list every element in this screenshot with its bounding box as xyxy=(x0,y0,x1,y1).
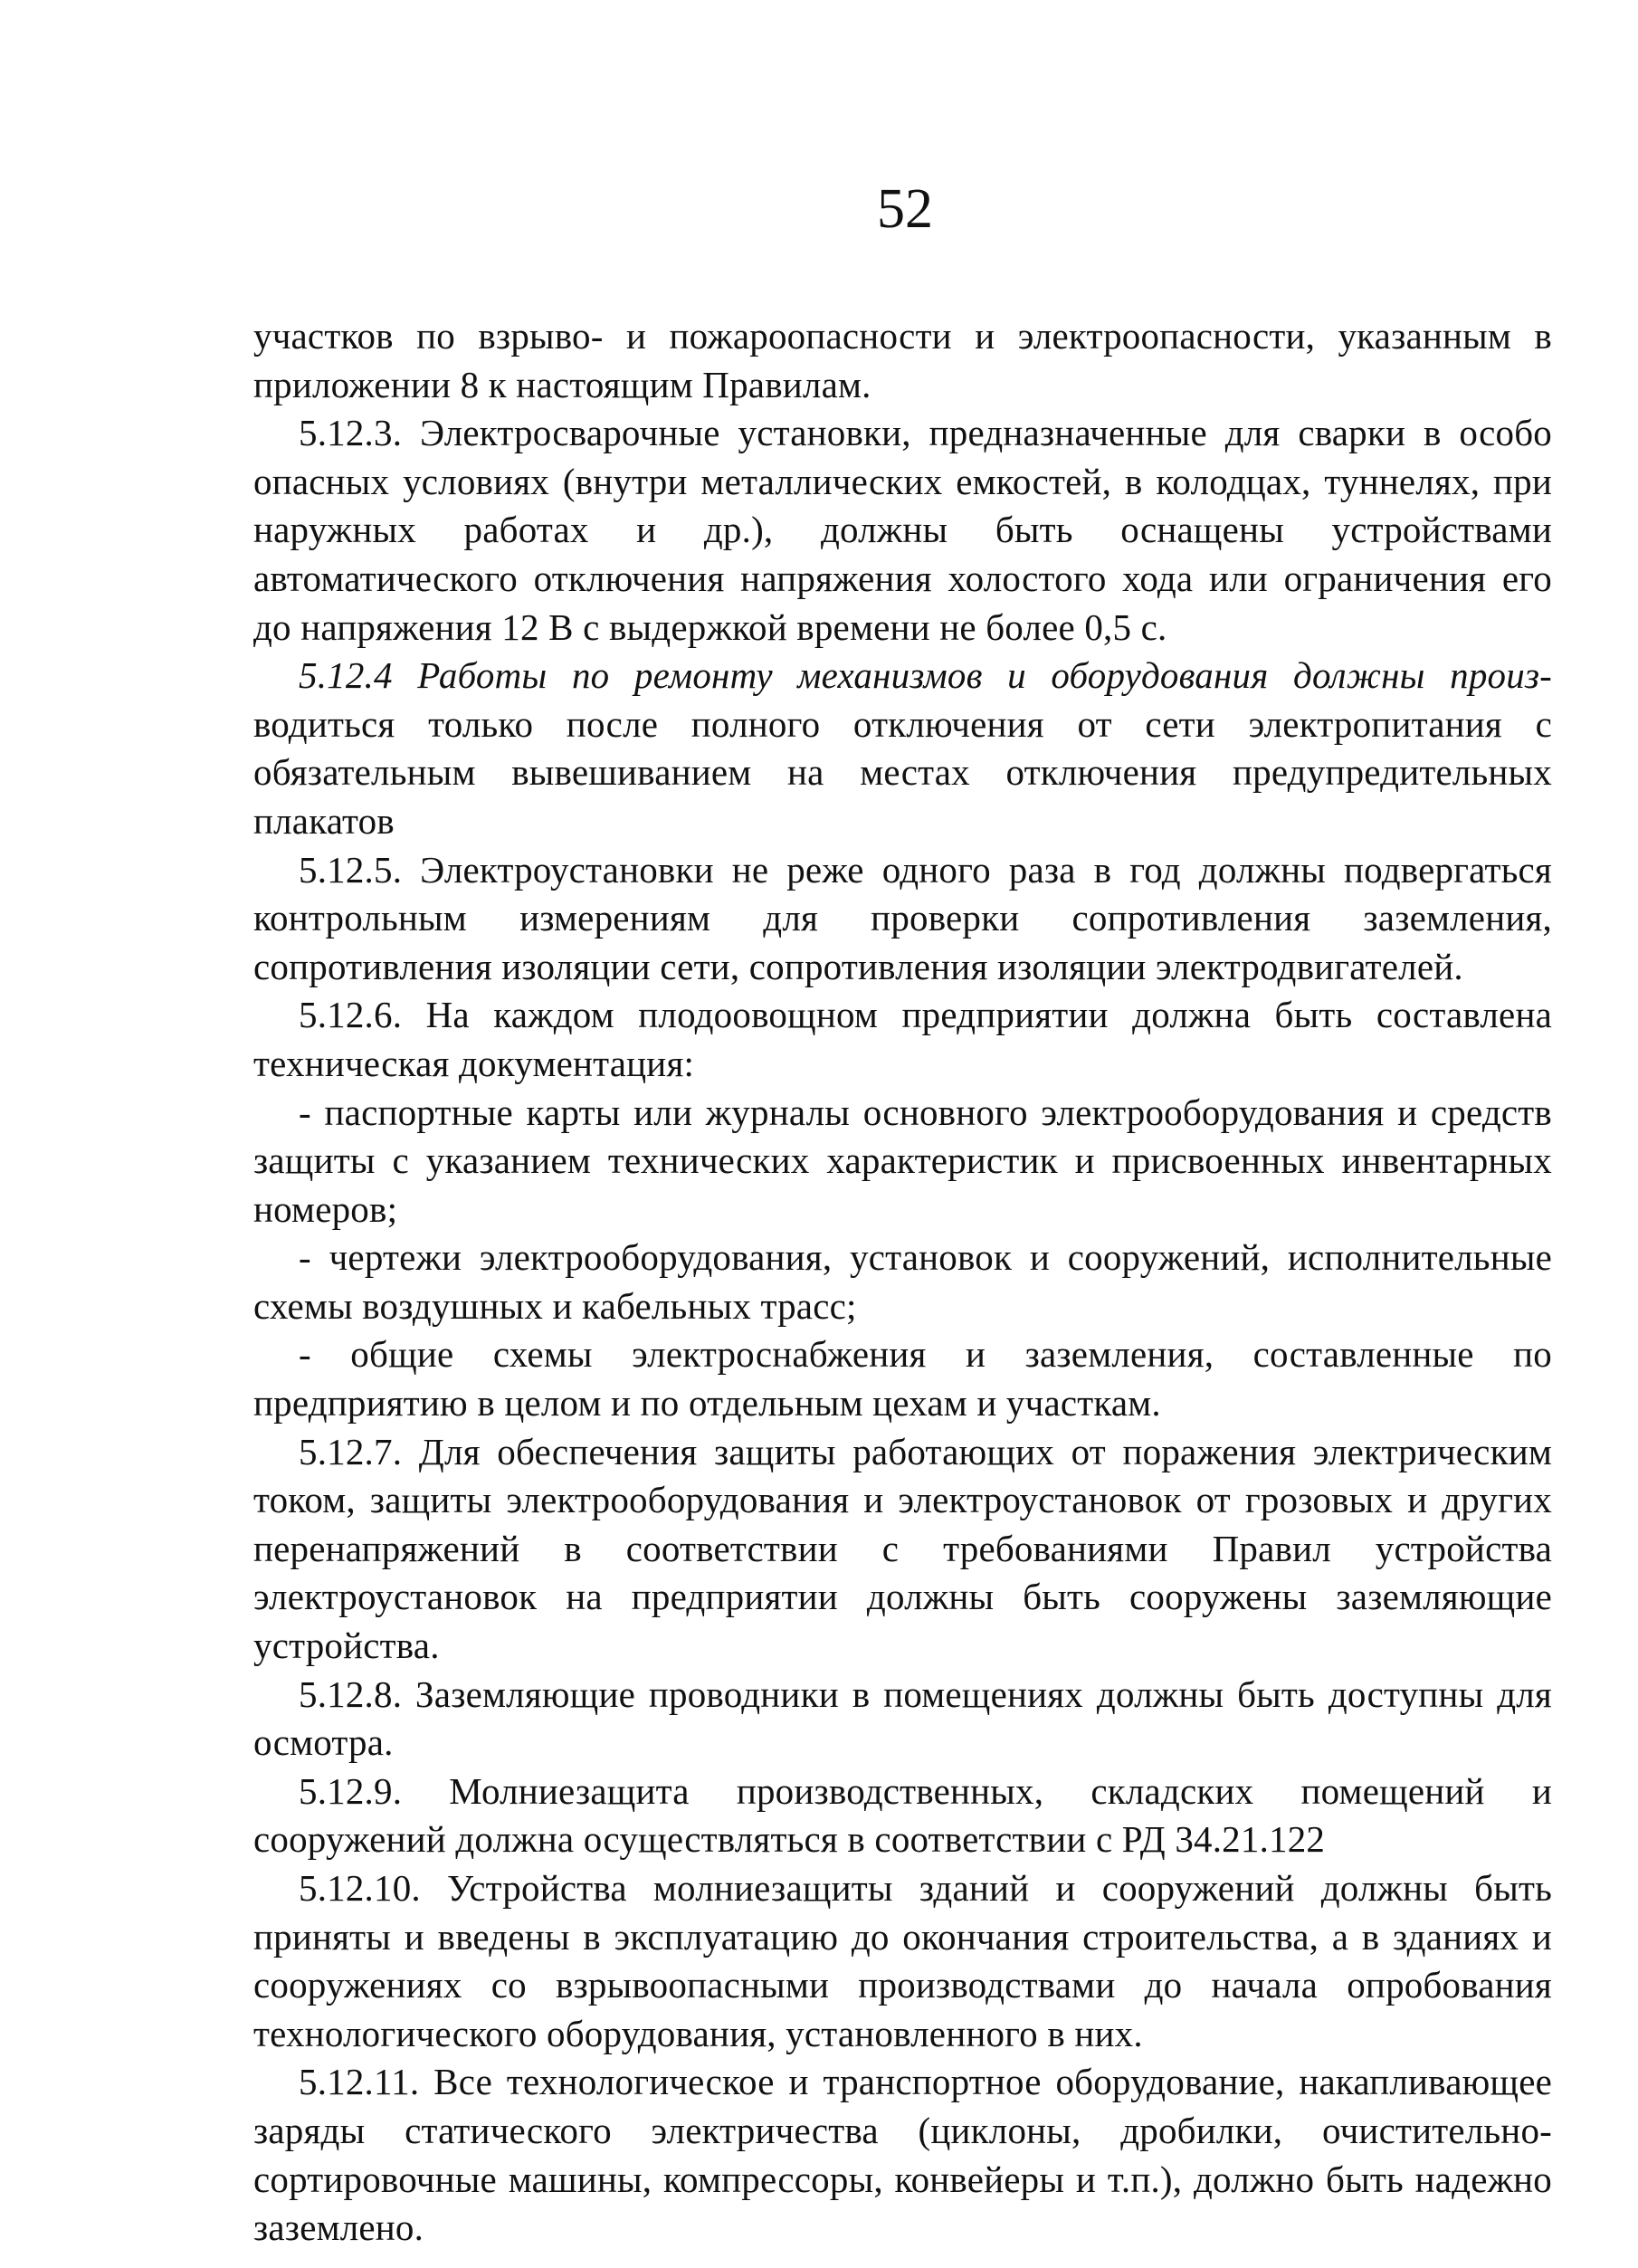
paragraph-5-12-4 xyxy=(253,652,1552,845)
list-item-general-schemes: - общие схемы электроснабжения и заземления, составленные по предприятию в целом и по отдельным цехам и участкам. xyxy=(253,1333,1552,1425)
document-body xyxy=(253,312,1552,2253)
paragraph-5-12-4-italic-lead: 5.12.4 Работы по ремонту механизмов и оборудования должны произ- xyxy=(299,654,1552,697)
paragraph-5-12-9: 5.12.9. Молниезащита производственных, складских помещений и сооружений должна осуществляться в соответствии с РД 34.21.122 xyxy=(253,1769,1552,1861)
paragraph-5-12-4-rest: водиться только после полного отключения от сети электропитания с обязательным вывешиванием на местах отключения предупредительных плакатов xyxy=(253,702,1552,842)
list-item-passport-cards: - паспортные карты или журналы основного электрооборудования и средств защиты с указанием технических характеристик и присвоенных инвентарных номеров; xyxy=(253,1091,1552,1230)
paragraph-5-12-11: 5.12.11. Все технологическое и транспортное оборудование, накапливающее заряды статического электричества (циклоны, дробилки, очистительно-сортировочные машины, компрессоры, конвейеры и т.п.), должно быть надежно заземлено. xyxy=(253,2061,1552,2249)
page-number: 52 xyxy=(877,178,933,240)
paragraph-5-12-6: 5.12.6. На каждом плодоовощном предприятии должна быть составлена техническая документация: xyxy=(253,994,1552,1084)
paragraph-5-12-8: 5.12.8. Заземляющие проводники в помещениях должны быть доступны для осмотра. xyxy=(253,1672,1552,1764)
paragraph-continuation: участков по взрыво- и пожароопасности и электроопасности, указанным в приложении 8 к настоящим Правилам. xyxy=(253,315,1552,405)
paragraph-5-12-7: 5.12.7. Для обеспечения защиты работающих от поражения электрическим током, защиты электрооборудования и электроустановок от грозовых и других перенапряжений в соответствии с требованиями Правил устройства электроустановок на предприятии должны быть сооружены заземляющие устройства. xyxy=(253,1430,1552,1667)
list-item-drawings: - чертежи электрооборудования, установок и сооружений, исполнительные схемы воздушных и кабельных трасс; xyxy=(253,1236,1552,1327)
paragraph-5-12-10: 5.12.10. Устройства молниезащиты зданий и сооружений должны быть приняты и введены в эксплуатацию до окончания строительства, а в зданиях и сооружениях со взрывоопасными производствами до начала опробования технологического оборудования, установленного в них. xyxy=(253,1867,1552,2054)
paragraph-5-12-5: 5.12.5. Электроустановки не реже одного раза в год должны подвергаться контрольным измерениям для проверки сопротивления заземления, сопротивления изоляции сети, сопротивления изоляции электродвигателей. xyxy=(253,848,1552,987)
paragraph-5-12-3: 5.12.3. Электросварочные установки, предназначенные для сварки в особо опасных условиях (внутри металлических емкостей, в колодцах, туннелях, при наружных работах и др.), должны быть оснащены устройствами автоматического отключения напряжения холостого хода или ограничения его до напряжения 12 В с выдержкой времени не более 0,5 с. xyxy=(253,412,1552,648)
